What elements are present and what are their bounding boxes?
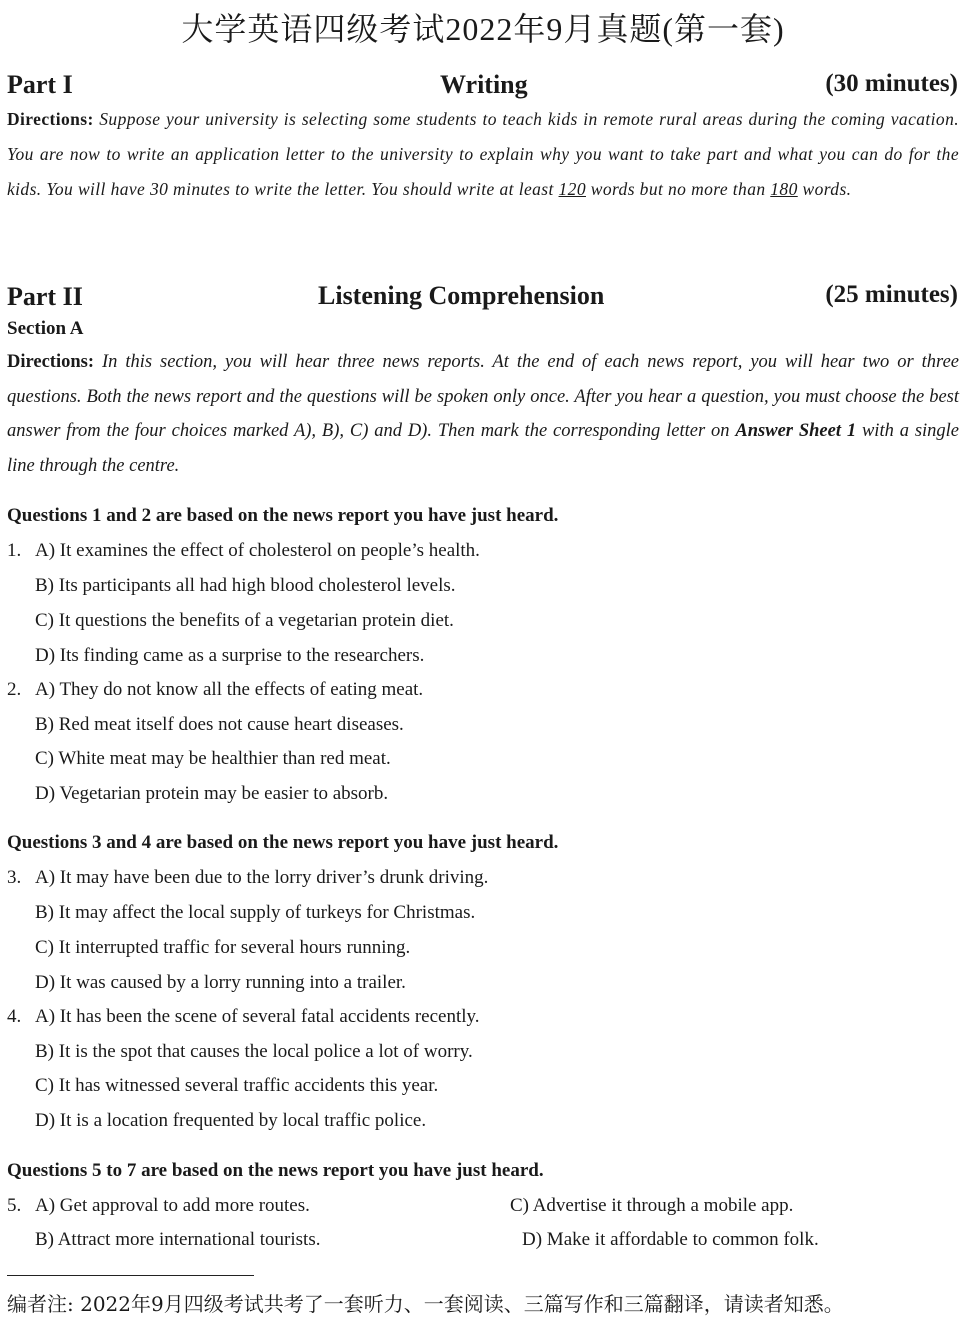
part1-directions-text-b: words but no more than — [585, 179, 771, 199]
page-title: 大学英语四级考试2022年9月真题(第一套) — [181, 11, 785, 47]
q1-option-b: B) Its participants all had high blood cholesterol levels. — [35, 575, 456, 596]
part2-time: (25 minutes) — [825, 281, 958, 308]
group-3-heading: Questions 5 to 7 are based on the news report you have just heard. — [7, 1160, 544, 1181]
part1-directions — [7, 102, 959, 207]
part2-directions-text-b: with a single line through the centre. — [7, 421, 960, 477]
part1-title: Writing — [440, 70, 528, 99]
min-words: 120 — [558, 179, 586, 199]
question-4-number: 4. — [7, 1006, 22, 1027]
q5-option-d: D) Make it affordable to common folk. — [522, 1229, 819, 1250]
part1-directions-text-a: Suppose your university is selecting some students to teach kids in remote rural areas during the coming vacation. You are now to write an application letter to the university to explain why you want to take part and what you can do for the kids. You will have 30 minutes to write the letter. You should write at least — [7, 109, 959, 199]
question-1-number: 1. — [7, 540, 22, 561]
q4-option-b: B) It is the spot that causes the local police a lot of worry. — [35, 1041, 473, 1062]
q5-option-b: B) Attract more international tourists. — [35, 1229, 321, 1250]
part1-label: Part I — [7, 70, 73, 99]
q4-option-c: C) It has witnessed several traffic accidents this year. — [35, 1075, 439, 1096]
q2-option-a: A) They do not know all the effects of eating meat. — [35, 679, 424, 700]
answer-sheet-ref: Answer Sheet 1 — [735, 421, 857, 442]
q3-option-d: D) It was caused by a lorry running into a trailer. — [35, 972, 406, 993]
max-words: 180 — [770, 179, 798, 199]
q4-option-d: D) It is a location frequented by local traffic police. — [35, 1110, 427, 1131]
q1-option-a: A) It examines the effect of cholesterol on people’s health. — [35, 540, 480, 561]
q2-option-b: B) Red meat itself does not cause heart diseases. — [35, 714, 404, 735]
part1-directions-text-c: words. — [797, 179, 852, 199]
part1-directions-label: Directions: — [7, 109, 94, 129]
question-5-number: 5. — [7, 1195, 22, 1216]
part2-directions — [7, 345, 959, 484]
q4-option-a: A) It has been the scene of several fatal accidents recently. — [35, 1006, 480, 1027]
q1-option-d: D) Its finding came as a surprise to the researchers. — [35, 645, 425, 666]
group-2-heading: Questions 3 and 4 are based on the news report you have just heard. — [7, 832, 559, 853]
q3-option-a: A) It may have been due to the lorry driver’s drunk driving. — [35, 867, 489, 888]
q2-option-c: C) White meat may be healthier than red meat. — [35, 748, 391, 769]
editor-note: 编者注: 2022年9月四级考试共考了一套听力、一套阅读、三篇写作和三篇翻译，请读者知悉。 — [7, 1292, 844, 1316]
q2-option-d: D) Vegetarian protein may be easier to absorb. — [35, 783, 389, 804]
q3-option-b: B) It may affect the local supply of turkeys for Christmas. — [35, 902, 476, 923]
part1-time: (30 minutes) — [825, 70, 958, 97]
question-3-number: 3. — [7, 867, 22, 888]
footnote-divider — [7, 1275, 254, 1276]
q5-option-a: A) Get approval to add more routes. — [35, 1195, 310, 1216]
part2-directions-label: Directions: — [7, 352, 94, 372]
q3-option-c: C) It interrupted traffic for several hours running. — [35, 937, 411, 958]
group-1-heading: Questions 1 and 2 are based on the news report you have just heard. — [7, 505, 559, 526]
section-a-heading: Section A — [7, 318, 84, 339]
q5-option-c: C) Advertise it through a mobile app. — [510, 1195, 794, 1216]
part2-label: Part II — [7, 282, 83, 311]
part2-directions-text-a: In this section, you will hear three news reports. At the end of each news report, you will hear two or three questions. Both the news report and the questions will be spoken only once. After you hear a question, you must choose the best answer from the four choices marked A), B), C) and D). Then mark the corresponding letter on — [7, 352, 959, 442]
q1-option-c: C) It questions the benefits of a vegetarian protein diet. — [35, 610, 454, 631]
part2-title: Listening Comprehension — [318, 281, 605, 310]
question-2-number: 2. — [7, 679, 22, 700]
